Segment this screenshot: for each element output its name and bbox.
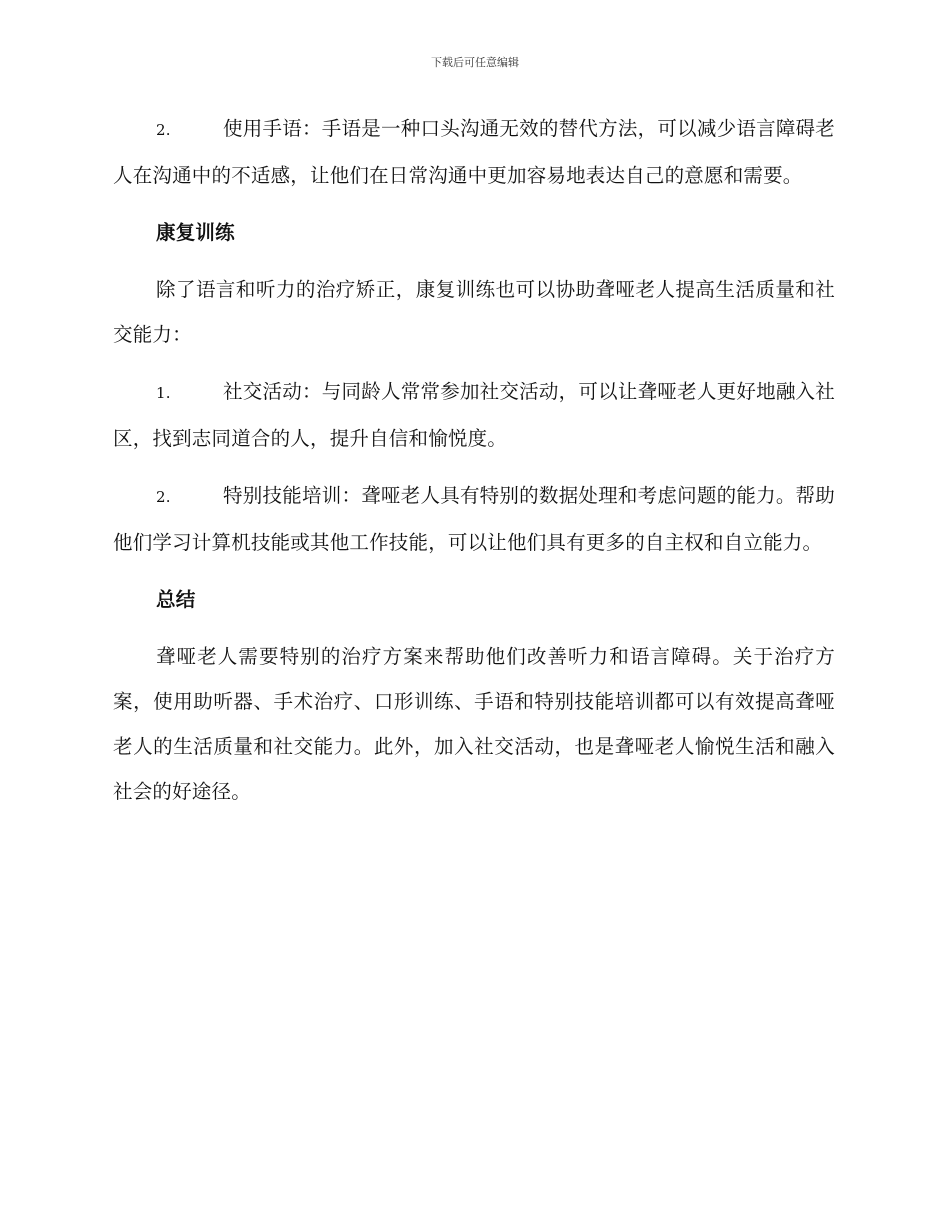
list-item-social bbox=[113, 369, 835, 461]
document-body bbox=[113, 106, 835, 826]
list-item-text: 社交活动：与同龄人常常参加社交活动，可以让聋哑老人更好地融入社区，找到志同道合的人，提升自信和愉悦度。 bbox=[113, 380, 835, 450]
list-item-sign-language bbox=[113, 106, 835, 198]
list-item-text: 使用手语：手语是一种口头沟通无效的替代方法，可以减少语言障碍老人在沟通中的不适感，让他们在日常沟通中更加容易地表达自己的意愿和需要。 bbox=[113, 117, 835, 187]
paragraph-summary: 聋哑老人需要特别的治疗方案来帮助他们改善听力和语言障碍。关于治疗方案，使用助听器、手术治疗、口形训练、手语和特别技能培训都可以有效提高聋哑老人的生活质量和社交能力。此外，加入社交活动，也是聋哑老人愉悦生活和融入社会的好途径。 bbox=[113, 645, 835, 803]
section-heading-summary: 总结 bbox=[156, 588, 196, 611]
list-number: 2. bbox=[156, 488, 171, 506]
paragraph-rehab-intro: 除了语言和听力的治疗矫正，康复训练也可以协助聋哑老人提高生活质量和社交能力： bbox=[113, 278, 835, 346]
list-item-text: 特别技能培训：聋哑老人具有特别的数据处理和考虑问题的能力。帮助他们学习计算机技能或其他工作技能，可以让他们具有更多的自主权和自立能力。 bbox=[113, 484, 835, 554]
list-item-skills bbox=[113, 473, 835, 565]
section-heading-rehab: 康复训练 bbox=[156, 221, 235, 244]
page-header: 下载后可任意编辑 bbox=[431, 56, 519, 69]
list-number: 1. bbox=[156, 384, 171, 402]
list-number: 2. bbox=[156, 121, 171, 139]
